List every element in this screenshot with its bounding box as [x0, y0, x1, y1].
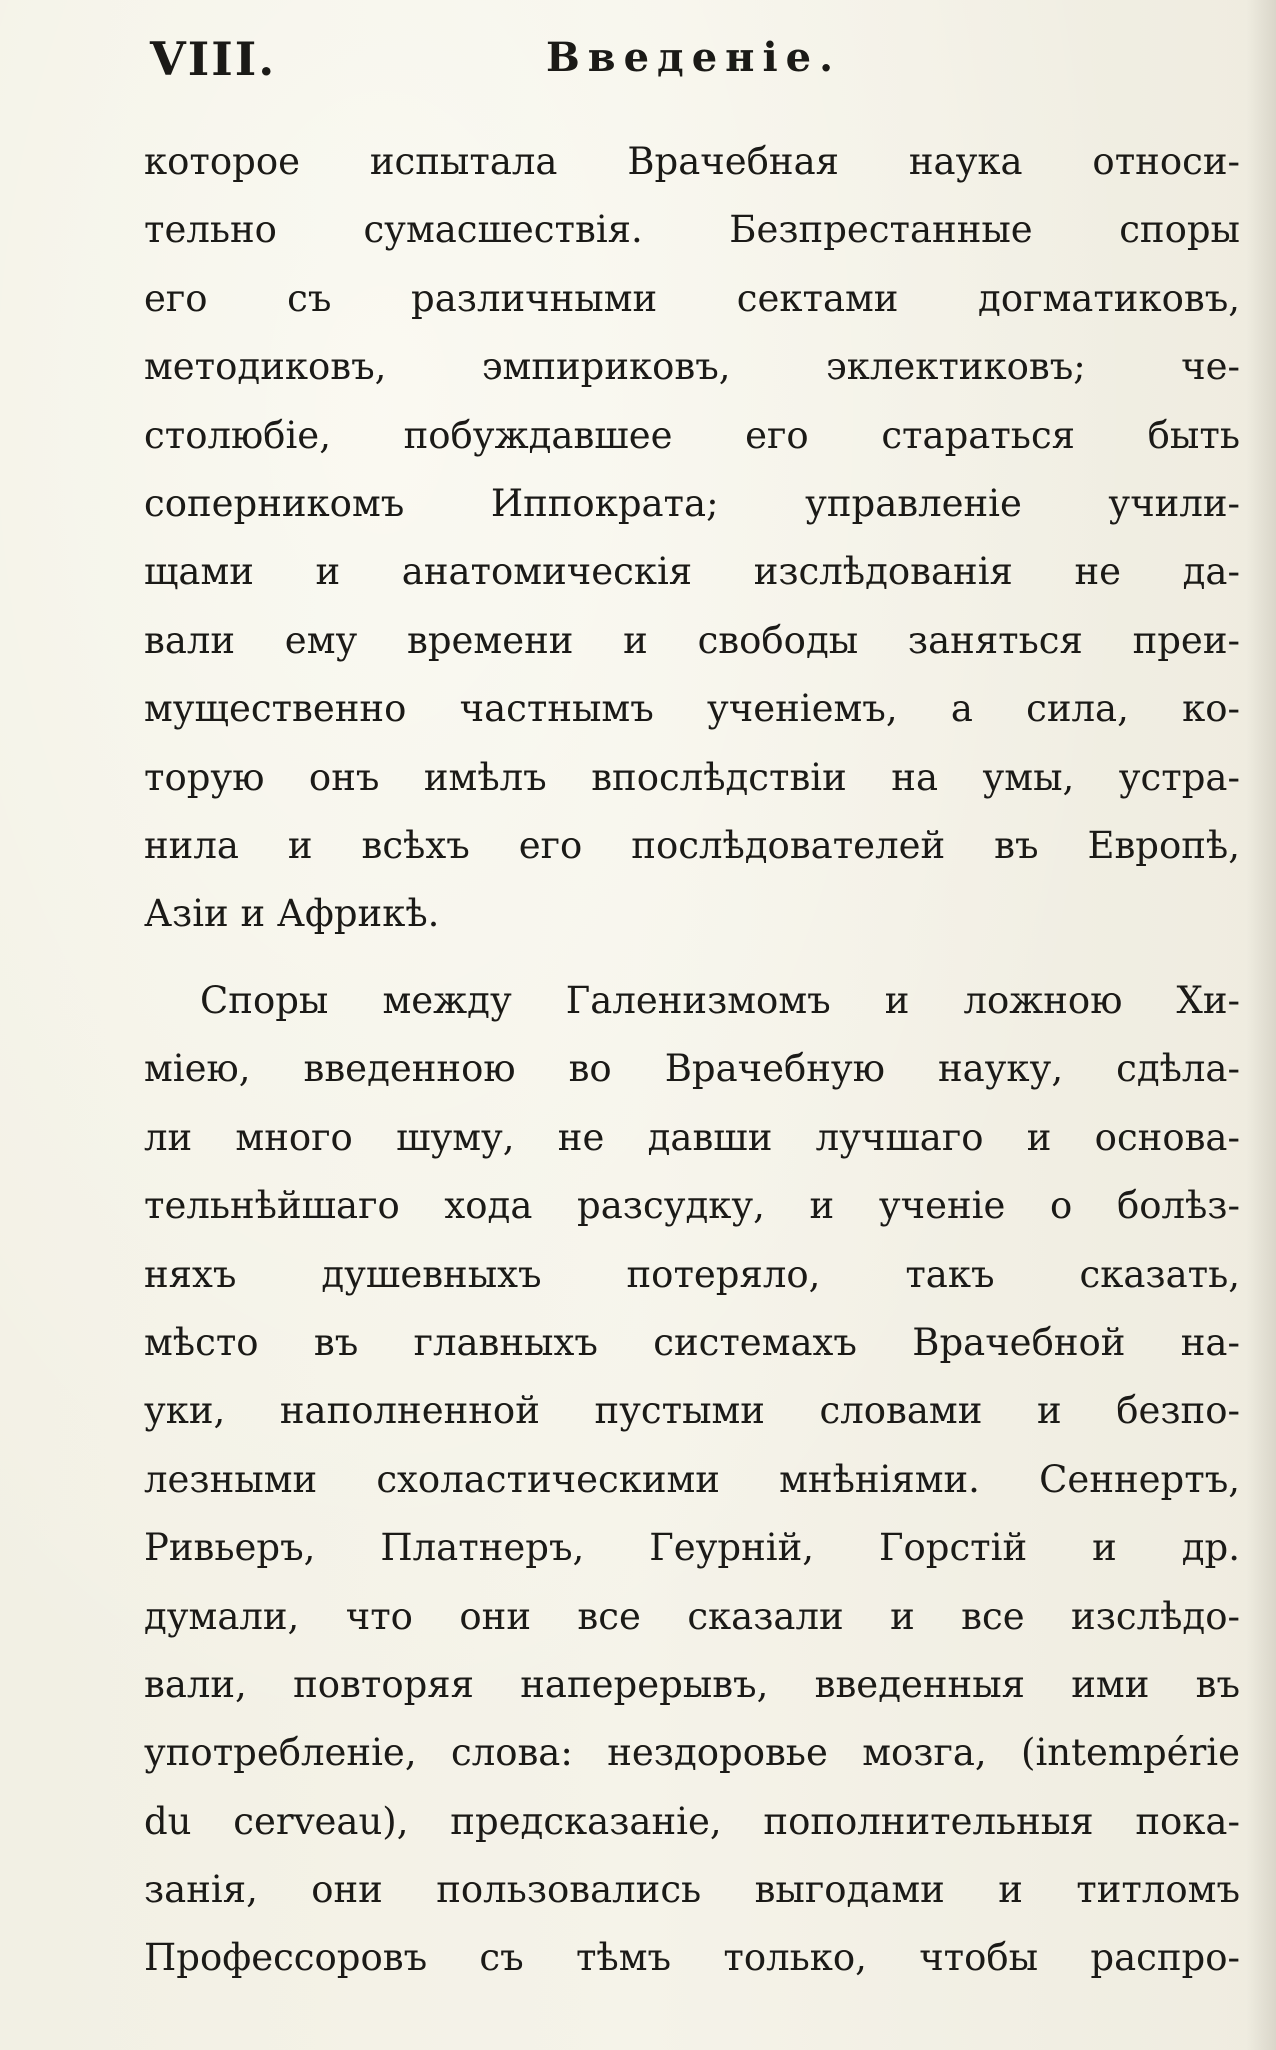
- text-line: употребленіе, слова: нездоровье мозга, (intempérie: [144, 1731, 1240, 1775]
- text-line: щами и анатомическія изслѣдованія не да-: [144, 550, 1240, 594]
- text-line: ли много шуму, не давши лучшаго и основа-: [144, 1115, 1240, 1159]
- text-line: вали ему времени и свободы заняться преи-: [144, 618, 1240, 662]
- text-line: міею, введенною во Врачебную науку, сдѣла-: [144, 1047, 1240, 1091]
- running-head: Введеніе.: [546, 34, 842, 81]
- text-line: которое испытала Врачебная наука относи-: [144, 140, 1240, 183]
- text-line: тельно сумасшествія. Безпрестанные споры: [144, 208, 1240, 252]
- text-line: его съ различными сектами догматиковъ,: [144, 276, 1240, 320]
- text-line: du cerveau), предсказаніе, пополнительныя пока-: [144, 1799, 1240, 1843]
- text-line: торую онъ имѣлъ впослѣдствіи на умы, устра-: [144, 755, 1240, 799]
- text-line: Профессоровъ съ тѣмъ только, чтобы распро-: [144, 1936, 1240, 1980]
- text-line: няхъ душевныхъ потеряло, такъ сказать,: [144, 1252, 1240, 1296]
- text-line: мѣсто въ главныхъ системахъ Врачебной на-: [144, 1320, 1240, 1364]
- text-line: думали, что они все сказали и все изслѣдо-: [144, 1594, 1240, 1638]
- page-header: [150, 32, 1150, 102]
- text-line: вали, повторяя наперерывъ, введенныя ими въ: [144, 1662, 1240, 1706]
- text-line: нила и всѣхъ его послѣдователей въ Европѣ,: [144, 823, 1240, 867]
- paragraph-1: [144, 128, 1240, 949]
- text-line: Азіи и Африкѣ.: [144, 892, 440, 936]
- text-line: тельнѣйшаго хода разсудку, и ученіе о болѣз-: [144, 1184, 1240, 1228]
- text-line: уки, наполненной пустыми словами и безпо-: [144, 1389, 1240, 1433]
- text-line: занія, они пользовались выгодами и титломъ: [144, 1868, 1240, 1912]
- text-line: Ривьеръ, Платнеръ, Геурній, Горстій и др.: [144, 1526, 1240, 1570]
- text-line: столюбіе, побуждавшее его стараться быть: [144, 413, 1240, 457]
- text-line: лезными схоластическими мнѣніями. Сеннертъ,: [144, 1457, 1240, 1501]
- text-line: соперникомъ Иппократа; управленіе учили-: [144, 481, 1240, 525]
- paragraph-2: [144, 967, 1240, 1993]
- page-edge-shadow: [1246, 0, 1276, 2050]
- page-number: VIII.: [150, 32, 277, 86]
- text-line: методиковъ, эмпириковъ, эклектиковъ; че-: [144, 345, 1240, 389]
- text-line: Споры между Галенизмомъ и ложною Хи-: [200, 979, 1240, 1022]
- text-line: мущественно частнымъ ученіемъ, а сила, ко-: [144, 687, 1240, 731]
